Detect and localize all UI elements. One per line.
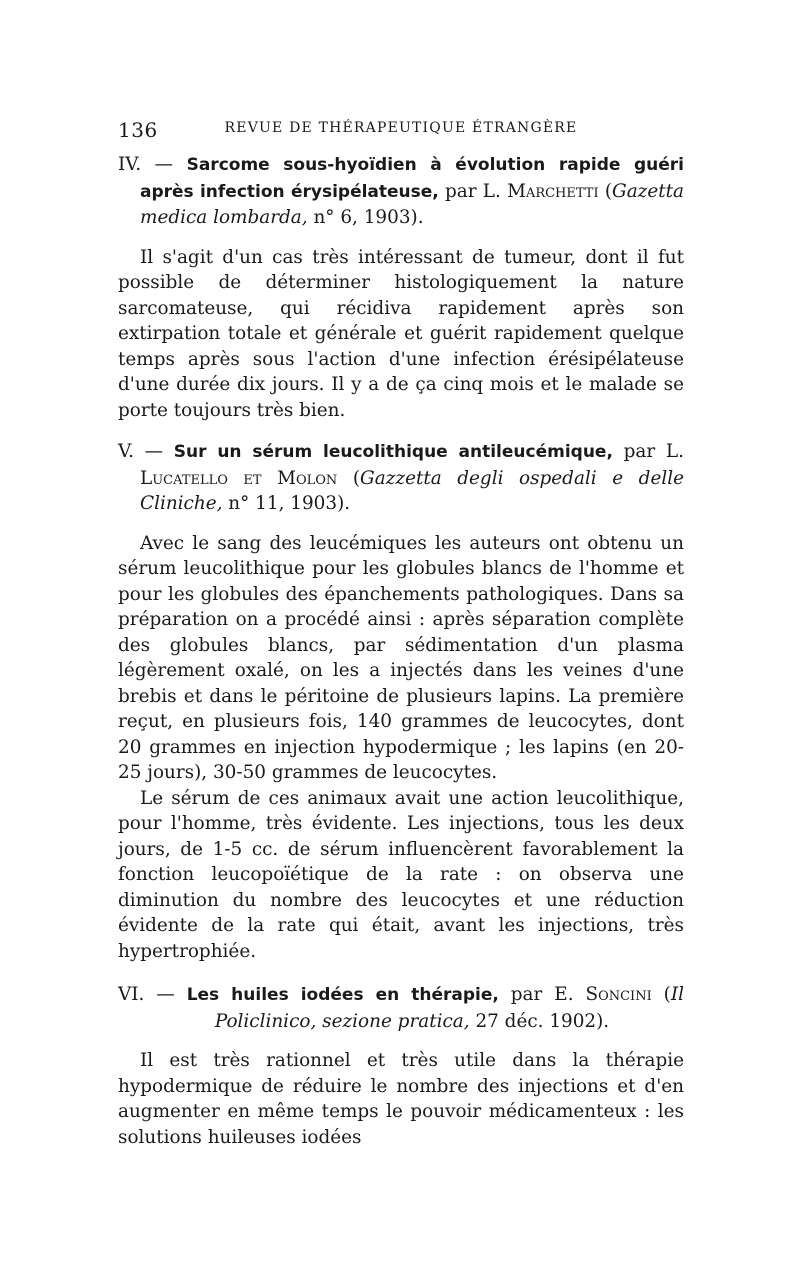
article-v <box>118 439 684 964</box>
article-heading <box>118 439 684 517</box>
article-source-open: ( <box>337 467 361 489</box>
article-title: Les huiles iodées en thérapie, <box>186 985 499 1005</box>
article-source: Gazetta medica lombarda, <box>140 180 684 228</box>
article-authors: L. Lucatello et Molon <box>140 441 684 489</box>
article-by: par <box>498 984 555 1005</box>
journal-title: REVUE DE THÉRAPEUTIQUE ÉTRANGÈRE <box>224 120 578 136</box>
article-authors: L. Marchetti <box>482 180 599 202</box>
article-paragraph: Avec le sang des leucémiques les auteurs ont obtenu un sérum leucolithique pour les globules blancs de l'homme et pour les globules des épanchements pathologiques. Dans sa préparation on a procédé ainsi : après séparation complète des globules blancs, par sédimentation d'un plasma légèrement oxalé, on les a injectés dans les veines d'une brebis et dans le péritoine de plusieurs lapins. La première reçut, en plusieurs fois, 140 grammes de leucocytes, dont 20 grammes en injection hypodermique ; les lapins (en 20-25 jours), 30-50 grammes de leucocytes. <box>118 532 684 783</box>
section-gap <box>118 964 684 982</box>
article-authors: E. Soncini <box>554 984 652 1005</box>
article-issue: n° 6, 1903). <box>307 207 424 228</box>
article-source-open: ( <box>651 984 671 1005</box>
section-gap <box>118 423 684 439</box>
article-source: Il Policlinico, sezione pratica, <box>214 984 684 1032</box>
article-paragraph: Il est très rationnel et très utile dans la thérapie hypodermique de réduire le nombre des injections et d'en augmenter en même temps le pouvoir médicamenteux : les solutions huileuses iodées <box>118 1050 684 1148</box>
article-number: IV. — <box>118 154 187 175</box>
article-heading <box>118 152 684 231</box>
article-by: par <box>612 441 666 462</box>
article-number: V. — <box>118 441 174 462</box>
running-head <box>118 118 684 144</box>
article-by: par <box>438 180 483 202</box>
article-heading <box>118 982 684 1034</box>
article-source: Gazzetta degli ospedali e delle Cliniche, <box>140 467 684 514</box>
page-number: 136 <box>118 118 158 142</box>
article-number: VI. — <box>118 984 187 1005</box>
article-iv <box>118 152 684 423</box>
article-title: Sarcome sous-hyoïdien à évolution rapide guéri après infection érysipélateuse, <box>140 155 684 202</box>
page <box>118 118 684 1150</box>
article-title: Sur un sérum leucolithique antileucémique, <box>173 442 613 462</box>
article-paragraph: Il s'agit d'un cas très intéressant de tumeur, dont il fut possible de déterminer histologiquement la nature sarcomateuse, qui récidiva rapidement après son extirpation totale et générale et guérit rapidement quelque temps après sous l'action d'une infection érésipélateuse d'une durée dix jours. Il y a de ça cinq mois et le malade se porte toujours très bien. <box>118 246 684 421</box>
article-issue: n° 11, 1903). <box>222 493 351 514</box>
article-vi <box>118 982 684 1150</box>
article-paragraph: Le sérum de ces animaux avait une action leucolithique, pour l'homme, très évidente. Les injections, tous les deux jours, de 1-5 cc. de sérum influencèrent favorablement la fonction leucopoïétique de la rate : on observa une diminution du nombre des leucocytes et une réduction évidente de la rate qui était, avant les injections, très hypertrophiée. <box>118 787 684 962</box>
article-source-open: ( <box>598 180 613 202</box>
article-issue: 27 déc. 1902). <box>469 1010 610 1032</box>
